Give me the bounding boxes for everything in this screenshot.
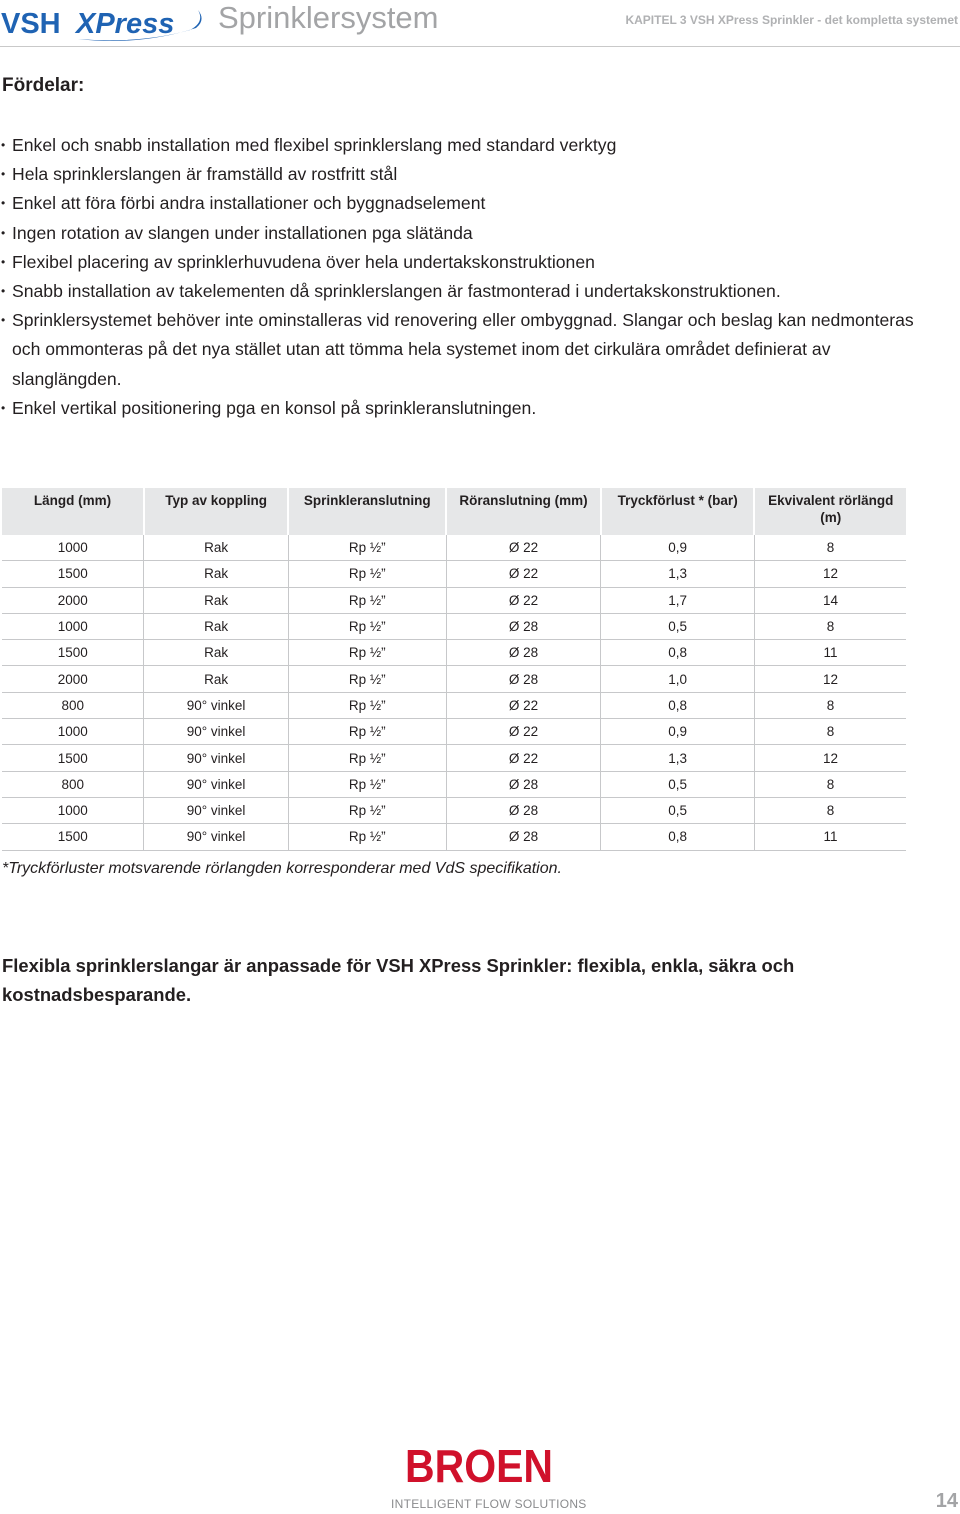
table-row xyxy=(2,745,906,771)
table-row xyxy=(2,561,906,587)
table-row xyxy=(2,797,906,823)
broen-logo-text: BROEN xyxy=(405,1440,553,1488)
table-cell: Rp ½” xyxy=(288,719,446,745)
table-cell: 1000 xyxy=(2,535,144,561)
table-cell: Ø 22 xyxy=(446,692,601,718)
table-row xyxy=(2,640,906,666)
table-cell: 8 xyxy=(754,719,906,745)
table-row xyxy=(2,587,906,613)
table-cell: Rp ½” xyxy=(288,771,446,797)
table-row xyxy=(2,535,906,561)
table-cell: Rp ½” xyxy=(288,692,446,718)
table-cell: Rak xyxy=(144,640,288,666)
table-cell: 11 xyxy=(754,824,906,850)
table-cell: Rak xyxy=(144,561,288,587)
table-cell: Rp ½” xyxy=(288,824,446,850)
table-row xyxy=(2,692,906,718)
table-cell: 90° vinkel xyxy=(144,771,288,797)
table-cell: 90° vinkel xyxy=(144,745,288,771)
page-number: 14 xyxy=(935,1490,958,1512)
list-item: • Enkel vertikal positionering pga en konsol på sprinkleranslutningen. xyxy=(0,394,940,423)
table-cell: Ø 28 xyxy=(446,613,601,639)
table-cell: 1,3 xyxy=(601,561,754,587)
table-cell: Ø 22 xyxy=(446,535,601,561)
list-item: • Enkel och snabb installation med flexibel sprinklerslang med standard verktyg xyxy=(0,131,940,160)
column-header: Röranslutning (mm) xyxy=(446,488,601,535)
tagline: INTELLIGENT FLOW SOLUTIONS xyxy=(391,1497,587,1511)
column-header: Tryckförlust * (bar) xyxy=(601,488,754,535)
table-cell: Rak xyxy=(144,666,288,692)
table-cell: Ø 22 xyxy=(446,587,601,613)
table-row xyxy=(2,771,906,797)
list-item: • Sprinklersystemet behöver inte ominstalleras vid renovering eller ombyggnad. Slangar och beslag kan nedmonteras och ommonteras på det nya stället utan att tömma hela systemet inom det cirkulära området definierat av slanglängden. xyxy=(0,306,940,394)
table-cell: Rp ½” xyxy=(288,561,446,587)
column-header: Typ av koppling xyxy=(144,488,288,535)
table-cell: 0,8 xyxy=(601,640,754,666)
table-cell: 0,5 xyxy=(601,613,754,639)
list-item: • Enkel att föra förbi andra installationer och byggnadselement xyxy=(0,189,940,218)
table-cell: 8 xyxy=(754,613,906,639)
broen-logo-graphic xyxy=(405,1438,555,1488)
logo-text-vsh: VSH xyxy=(1,8,61,40)
sprinkler-hose-table xyxy=(2,488,906,851)
table-cell: 8 xyxy=(754,535,906,561)
table-row xyxy=(2,613,906,639)
table-cell: Ø 28 xyxy=(446,824,601,850)
table-cell: Rp ½” xyxy=(288,797,446,823)
table-cell: 0,5 xyxy=(601,771,754,797)
table-cell: 1500 xyxy=(2,640,144,666)
table-cell: 12 xyxy=(754,745,906,771)
table-cell: Ø 22 xyxy=(446,745,601,771)
vsh-xpress-logo xyxy=(0,2,210,42)
table-cell: 8 xyxy=(754,771,906,797)
table-row xyxy=(2,719,906,745)
closing-statement: Flexibla sprinklerslangar är anpassade för VSH XPress Sprinkler: flexibla, enkla, säkra och kostnadsbesparande. xyxy=(2,955,795,1005)
list-item: • Snabb installation av takelementen då sprinklerslangen är fastmonterad i undertakskonstruktionen. xyxy=(0,277,940,306)
table-row xyxy=(2,666,906,692)
table-cell: 2000 xyxy=(2,666,144,692)
table-cell: 0,9 xyxy=(601,719,754,745)
table-cell: 12 xyxy=(754,561,906,587)
table-cell: 1,0 xyxy=(601,666,754,692)
table-cell: Rp ½” xyxy=(288,613,446,639)
table-cell: 1500 xyxy=(2,745,144,771)
table-cell: 1,7 xyxy=(601,587,754,613)
table-cell: Ø 28 xyxy=(446,640,601,666)
table-cell: 90° vinkel xyxy=(144,719,288,745)
logo-text-xpress: XPress xyxy=(76,8,175,40)
table-cell: Rp ½” xyxy=(288,666,446,692)
table-cell: 8 xyxy=(754,692,906,718)
table-cell: 8 xyxy=(754,797,906,823)
table-cell: Rak xyxy=(144,535,288,561)
table-cell: 1500 xyxy=(2,824,144,850)
page-header xyxy=(0,0,960,47)
table-cell: 0,9 xyxy=(601,535,754,561)
column-header: Sprinkleranslutning xyxy=(288,488,446,535)
table-cell: 0,8 xyxy=(601,824,754,850)
table-cell: 800 xyxy=(2,771,144,797)
table-header-row xyxy=(2,488,906,535)
table-cell: 14 xyxy=(754,587,906,613)
table-cell: 90° vinkel xyxy=(144,797,288,823)
table-cell: 1500 xyxy=(2,561,144,587)
table-cell: Ø 28 xyxy=(446,666,601,692)
table-cell: Ø 28 xyxy=(446,797,601,823)
section-title: Sprinklersystem xyxy=(218,0,439,35)
broen-logo xyxy=(405,1438,555,1488)
column-header: Längd (mm) xyxy=(2,488,144,535)
list-item: • Ingen rotation av slangen under installationen pga slätända xyxy=(0,219,940,248)
table-cell: 1000 xyxy=(2,719,144,745)
table-cell: 0,8 xyxy=(601,692,754,718)
column-header: Ekvivalent rörlängd (m) xyxy=(754,488,906,535)
table-cell: Rp ½” xyxy=(288,587,446,613)
table-body xyxy=(2,535,906,850)
table-cell: Ø 28 xyxy=(446,771,601,797)
table-cell: Ø 22 xyxy=(446,719,601,745)
table-cell: 1000 xyxy=(2,797,144,823)
table-cell: Rp ½” xyxy=(288,640,446,666)
table-row xyxy=(2,824,906,850)
advantages-title: Fördelar: xyxy=(2,75,85,96)
table-cell: Rp ½” xyxy=(288,745,446,771)
table-cell: 1000 xyxy=(2,613,144,639)
vsh-xpress-logo-graphic xyxy=(0,2,210,44)
table-cell: Ø 22 xyxy=(446,561,601,587)
list-item: • Hela sprinklerslangen är framställd av rostfritt stål xyxy=(0,160,940,189)
chapter-label: KAPITEL 3 VSH XPress Sprinkler - det kompletta systemet xyxy=(625,13,958,27)
table-cell: 800 xyxy=(2,692,144,718)
table-cell: 90° vinkel xyxy=(144,824,288,850)
table-cell: 0,5 xyxy=(601,797,754,823)
table-cell: Rp ½” xyxy=(288,535,446,561)
table-cell: 1,3 xyxy=(601,745,754,771)
table-cell: 90° vinkel xyxy=(144,692,288,718)
table-cell: 12 xyxy=(754,666,906,692)
table-cell: 2000 xyxy=(2,587,144,613)
footnote: *Tryckförluster motsvarende rörlangden korresponderar med VdS specifikation. xyxy=(2,860,562,877)
table-cell: Rak xyxy=(144,587,288,613)
table-cell: Rak xyxy=(144,613,288,639)
list-item: • Flexibel placering av sprinklerhuvudena över hela undertakskonstruktionen xyxy=(0,248,940,277)
advantages-list xyxy=(0,131,940,423)
table-cell: 11 xyxy=(754,640,906,666)
